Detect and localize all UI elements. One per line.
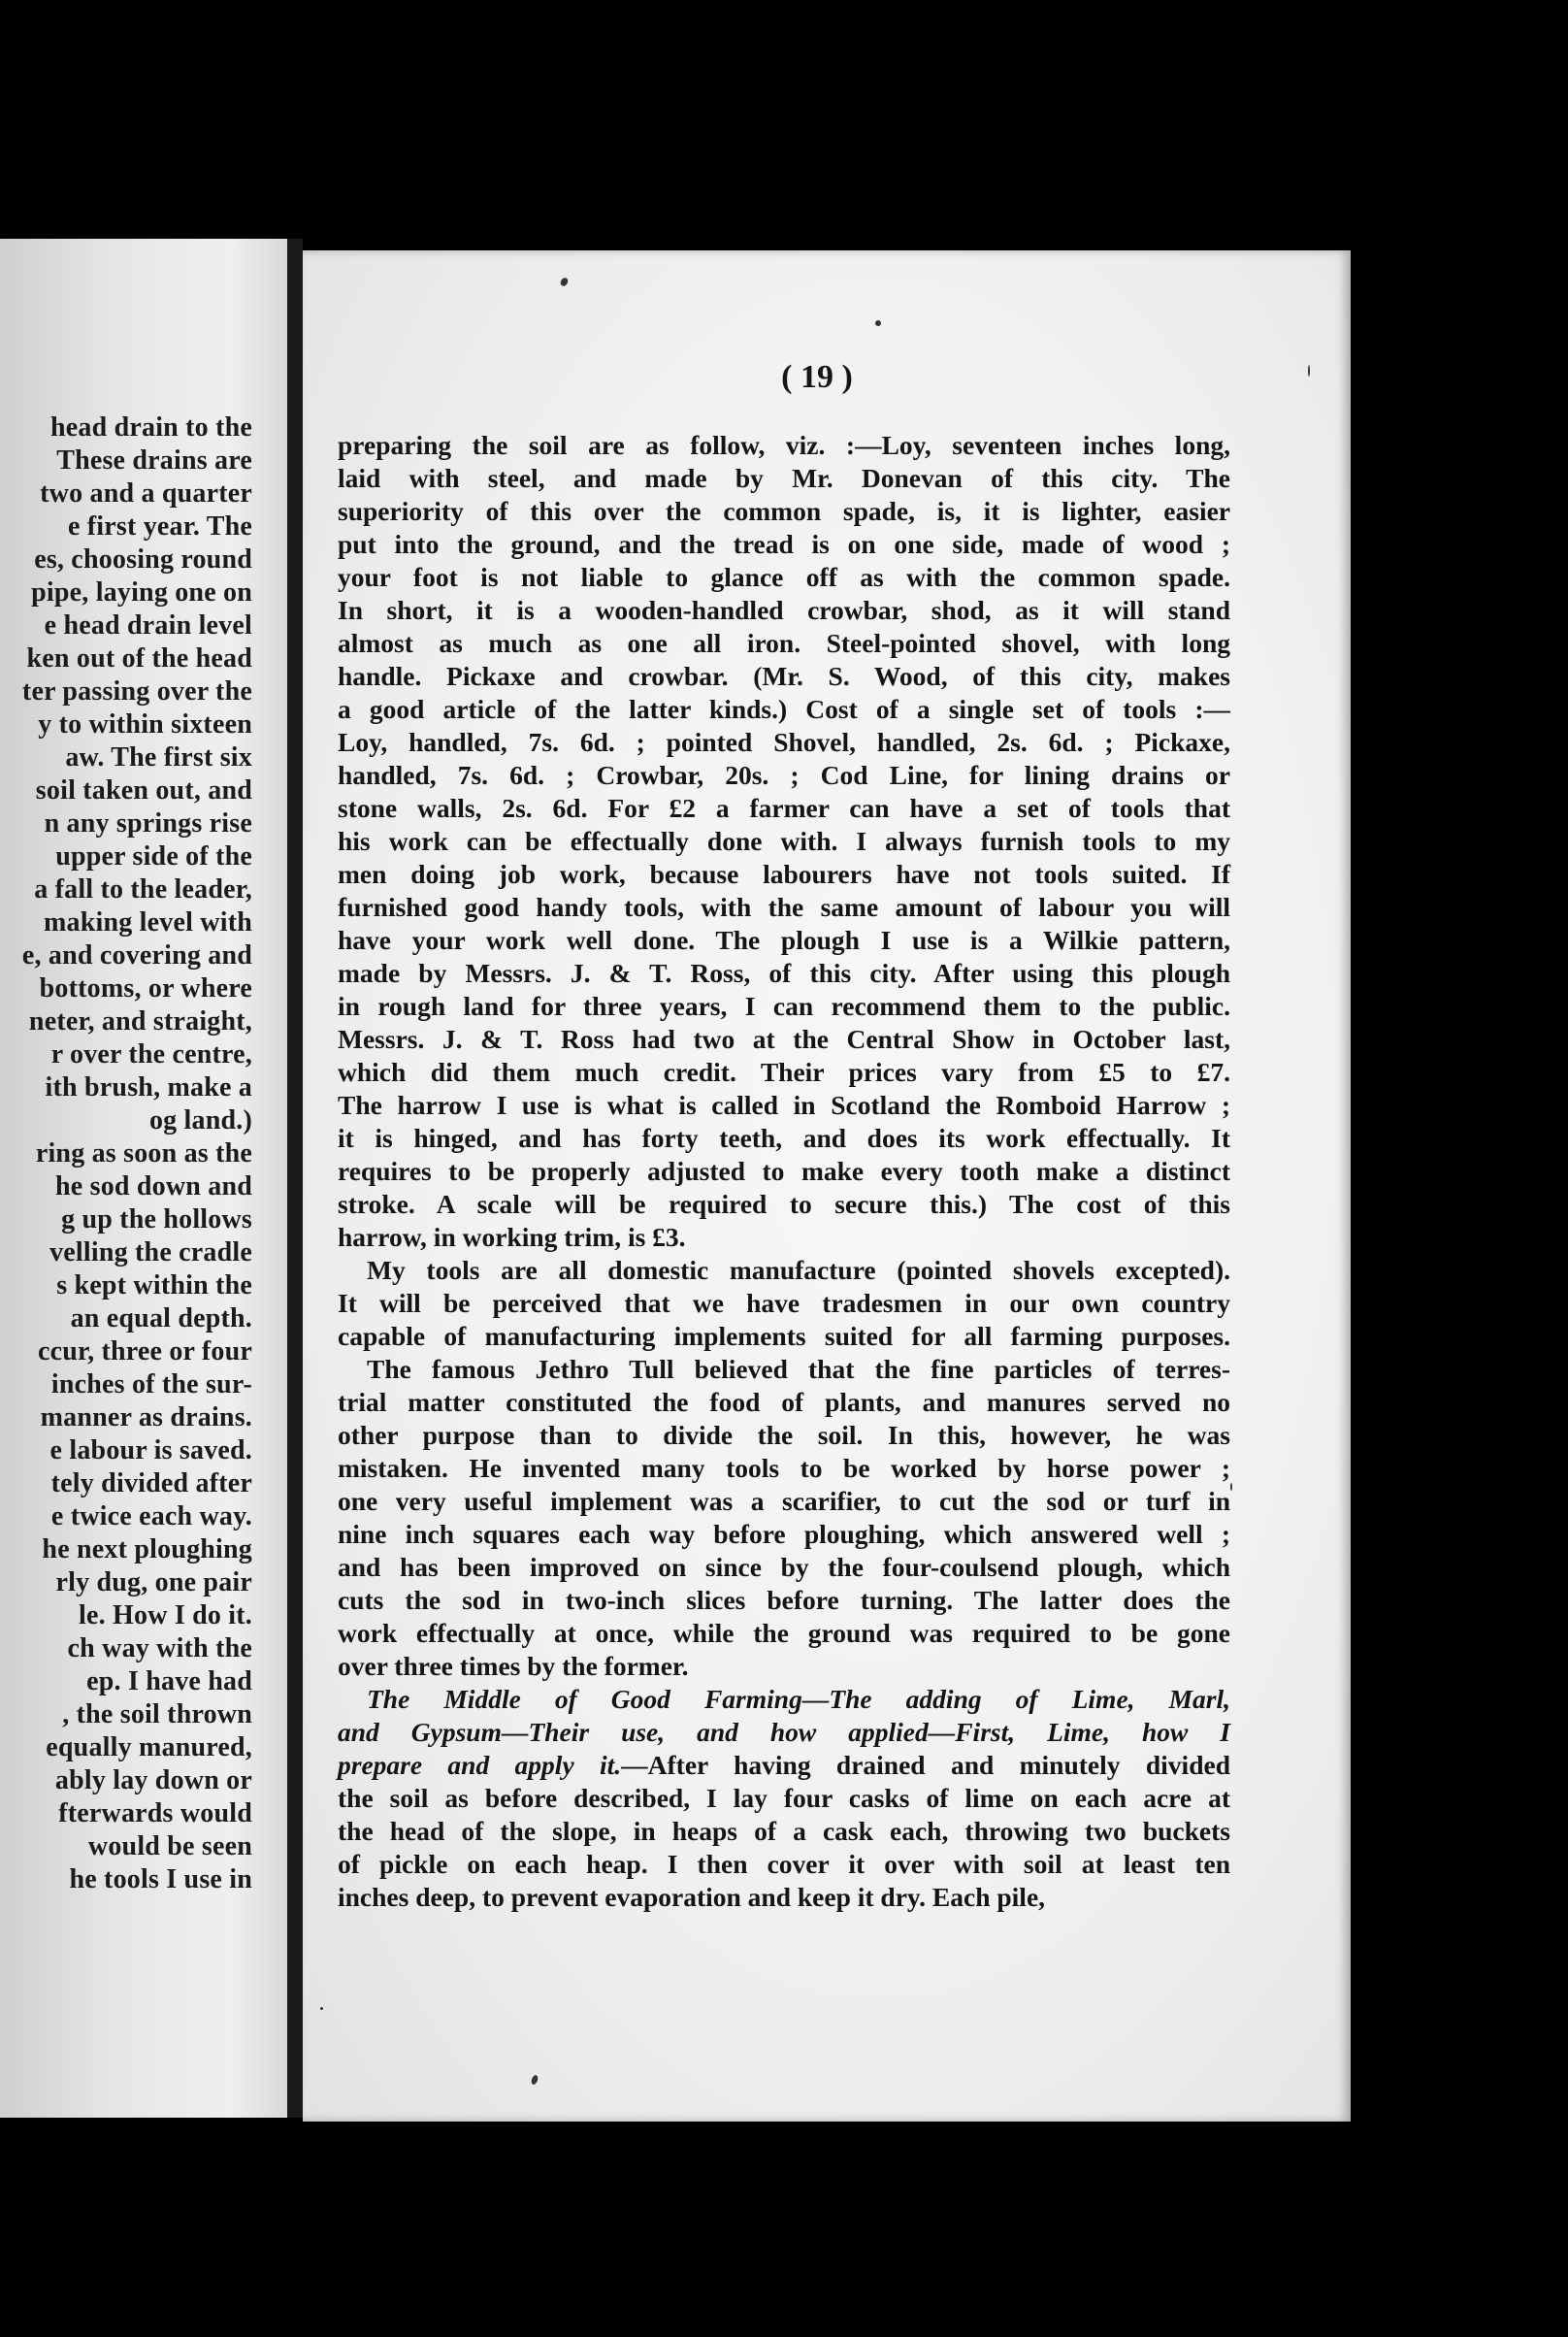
page-19 bbox=[303, 250, 1351, 2122]
fragment-line: g up the hollows bbox=[61, 1204, 252, 1234]
speck bbox=[320, 2007, 323, 2010]
fragment-line: rly dug, one pair bbox=[55, 1567, 252, 1597]
italic-heading-text: and Gypsum—Their use, and how applied—First, Lime, how I bbox=[338, 1717, 1230, 1747]
fragment-line: og land.) bbox=[148, 1105, 252, 1136]
fragment-line: he next ploughing bbox=[42, 1534, 252, 1564]
fragment-line: bottoms, or where bbox=[39, 973, 252, 1004]
fragment-line: equally manured, bbox=[46, 1732, 252, 1762]
text-line: It will be perceived that we have tradesmen in our own country bbox=[338, 1288, 1230, 1318]
text-line: My tools are all domestic manufacture (pointed shovels excepted). bbox=[367, 1255, 1230, 1285]
text-line: cuts the sod in two-inch slices before turning. The latter does the bbox=[338, 1585, 1230, 1615]
text-line: trial matter constituted the food of plants, and manures served no bbox=[338, 1387, 1230, 1417]
text-line: Loy, handled, 7s. 6d. ; pointed Shovel, handled, 2s. 6d. ; Pickaxe, bbox=[338, 727, 1230, 757]
fragment-line: e head drain level bbox=[44, 610, 252, 641]
text-line: the head of the slope, in heaps of a cask each, throwing two buckets bbox=[338, 1816, 1230, 1846]
fragment-line: making level with bbox=[44, 907, 252, 938]
text-line: nine inch squares each way before ploughing, which answered well ; bbox=[338, 1519, 1230, 1549]
fragment-line: ch way with the bbox=[67, 1633, 252, 1663]
fragment-line: he tools I use in bbox=[69, 1864, 252, 1894]
text-line: laid with steel, and made by Mr. Donevan of this city. The bbox=[338, 463, 1230, 493]
fragment-line: These drains are bbox=[56, 445, 252, 476]
text-line: preparing the soil are as follow, viz. :—Loy, seventeen inches long, bbox=[338, 430, 1230, 460]
text-line: stone walls, 2s. 6d. For £2 a farmer can have a set of tools that bbox=[338, 793, 1230, 823]
fragment-line: ably lay down or bbox=[54, 1765, 252, 1795]
text-line: harrow, in working trim, is £3. bbox=[338, 1222, 686, 1252]
speck bbox=[530, 2074, 539, 2085]
page-number: ( 19 ) bbox=[781, 359, 853, 395]
book-gutter bbox=[287, 239, 303, 2118]
fragment-line: ep. I have had bbox=[86, 1666, 252, 1696]
fragment-line: s kept within the bbox=[56, 1270, 252, 1300]
text-line: furnished good handy tools, with the same amount of labour you will bbox=[338, 892, 1230, 922]
fragment-line: an equal depth. bbox=[70, 1303, 252, 1333]
text-line: inches deep, to prevent evaporation and keep it dry. Each pile, bbox=[338, 1882, 1046, 1912]
text-line: Messrs. J. & T. Ross had two at the Central Show in October last, bbox=[338, 1024, 1230, 1054]
text-line: almost as much as one all iron. Steel-pointed shovel, with long bbox=[338, 628, 1230, 658]
text-line: men doing job work, because labourers have not tools suited. If bbox=[338, 859, 1230, 889]
text-line: In short, it is a wooden-handled crowbar, shod, as it will stand bbox=[338, 595, 1230, 625]
fragment-line: manner as drains. bbox=[40, 1402, 252, 1432]
fragment-line: es, choosing round bbox=[34, 544, 252, 575]
text-line: mistaken. He invented many tools to be worked by horse power ; bbox=[338, 1453, 1230, 1483]
fragment-line: r over the centre, bbox=[50, 1039, 252, 1070]
fragment-line: inches of the sur- bbox=[50, 1369, 252, 1399]
fragment-line: tely divided after bbox=[50, 1468, 252, 1498]
text-line: superiority of this over the common spade, is, it is lighter, easier bbox=[338, 496, 1230, 526]
text-line: in rough land for three years, I can recommend them to the public. bbox=[338, 991, 1230, 1021]
fragment-line: y to within sixteen bbox=[38, 709, 252, 740]
text-line: one very useful implement was a scarifier, to cut the sod or turf in bbox=[338, 1486, 1230, 1516]
speck bbox=[559, 277, 570, 287]
previous-page-fragment bbox=[0, 239, 287, 2118]
fragment-line: he sod down and bbox=[55, 1171, 252, 1201]
text-line: requires to be properly adjusted to make every tooth make a distinct bbox=[338, 1156, 1230, 1186]
text-line: capable of manufacturing implements suited for all farming purposes. bbox=[338, 1321, 1230, 1351]
fragment-line: e twice each way. bbox=[50, 1501, 252, 1531]
italic-heading-text: The Middle of Good Farming—The adding of Lime, Marl, bbox=[367, 1684, 1230, 1714]
fragment-line: pipe, laying one on bbox=[31, 577, 252, 608]
text-line: over three times by the former. bbox=[338, 1651, 689, 1681]
text-line: and has been improved on since by the four-coulsend plough, which bbox=[338, 1552, 1230, 1582]
fragment-line: e labour is saved. bbox=[49, 1435, 252, 1465]
text-line: The harrow I use is what is called in Scotland the Romboid Harrow ; bbox=[338, 1090, 1230, 1120]
body-text bbox=[338, 429, 1230, 1914]
text-line: stroke. A scale will be required to secure this.) The cost of this bbox=[338, 1189, 1230, 1219]
fragment-line: upper side of the bbox=[55, 841, 252, 872]
speck bbox=[875, 320, 881, 326]
previous-page-text bbox=[0, 411, 252, 1896]
fragment-line: ring as soon as the bbox=[35, 1138, 252, 1168]
text-line: the soil as before described, I lay four casks of lime on each acre at bbox=[338, 1783, 1230, 1813]
fragment-line: would be seen bbox=[87, 1831, 252, 1861]
text-line: have your work well done. The plough I use is a Wilkie pattern, bbox=[338, 925, 1230, 955]
text-line: The famous Jethro Tull believed that the fine particles of terres- bbox=[367, 1354, 1230, 1384]
fragment-line: fterwards would bbox=[58, 1798, 252, 1828]
fragment-line: ter passing over the bbox=[21, 676, 252, 707]
fragment-line: ith brush, make a bbox=[45, 1072, 252, 1103]
fragment-line: e, and covering and bbox=[21, 940, 252, 971]
text-line bbox=[338, 1683, 1230, 1716]
text-line: a good article of the latter kinds.) Cost of a single set of tools :— bbox=[338, 694, 1230, 724]
text-line: work effectually at once, while the ground was required to be gone bbox=[338, 1618, 1230, 1648]
text-line-rest: —After having drained and minutely divided bbox=[621, 1750, 1230, 1780]
fragment-line: ccur, three or four bbox=[37, 1336, 252, 1366]
text-line bbox=[338, 1749, 1230, 1782]
text-line: made by Messrs. J. & T. Ross, of this city. After using this plough bbox=[338, 958, 1230, 988]
speck bbox=[1230, 1483, 1232, 1491]
fragment-line: , the soil thrown bbox=[62, 1699, 252, 1729]
text-line: it is hinged, and has forty teeth, and does its work effectually. It bbox=[338, 1123, 1230, 1153]
fragment-line: a fall to the leader, bbox=[34, 874, 252, 905]
text-line: which did them much credit. Their prices vary from £5 to £7. bbox=[338, 1057, 1230, 1087]
text-line: other purpose than to divide the soil. In this, however, he was bbox=[338, 1420, 1230, 1450]
fragment-line: head drain to the bbox=[50, 412, 252, 443]
italic-heading-text: prepare and apply it. bbox=[338, 1750, 622, 1780]
text-line bbox=[338, 1716, 1230, 1749]
fragment-line: aw. The first six bbox=[65, 742, 252, 773]
fragment-line: velling the cradle bbox=[49, 1237, 252, 1267]
text-line: handle. Pickaxe and crowbar. (Mr. S. Wood, of this city, makes bbox=[338, 661, 1230, 691]
text-line: your foot is not liable to glance off as with the common spade. bbox=[338, 562, 1230, 592]
fragment-line: n any springs rise bbox=[44, 808, 252, 839]
text-line: handled, 7s. 6d. ; Crowbar, 20s. ; Cod Line, for lining drains or bbox=[338, 760, 1230, 790]
fragment-line: le. How I do it. bbox=[79, 1600, 252, 1630]
fragment-line: neter, and straight, bbox=[28, 1006, 252, 1037]
fragment-line: e first year. The bbox=[67, 511, 252, 542]
text-line: his work can be effectually done with. I always furnish tools to my bbox=[338, 826, 1230, 856]
text-line: put into the ground, and the tread is on one side, made of wood ; bbox=[338, 529, 1230, 559]
fragment-line: two and a quarter bbox=[40, 478, 252, 509]
text-line: of pickle on each heap. I then cover it over with soil at least ten bbox=[338, 1849, 1230, 1879]
fragment-line: ken out of the head bbox=[26, 643, 252, 674]
speck bbox=[1308, 365, 1310, 377]
fragment-line: soil taken out, and bbox=[35, 775, 252, 806]
